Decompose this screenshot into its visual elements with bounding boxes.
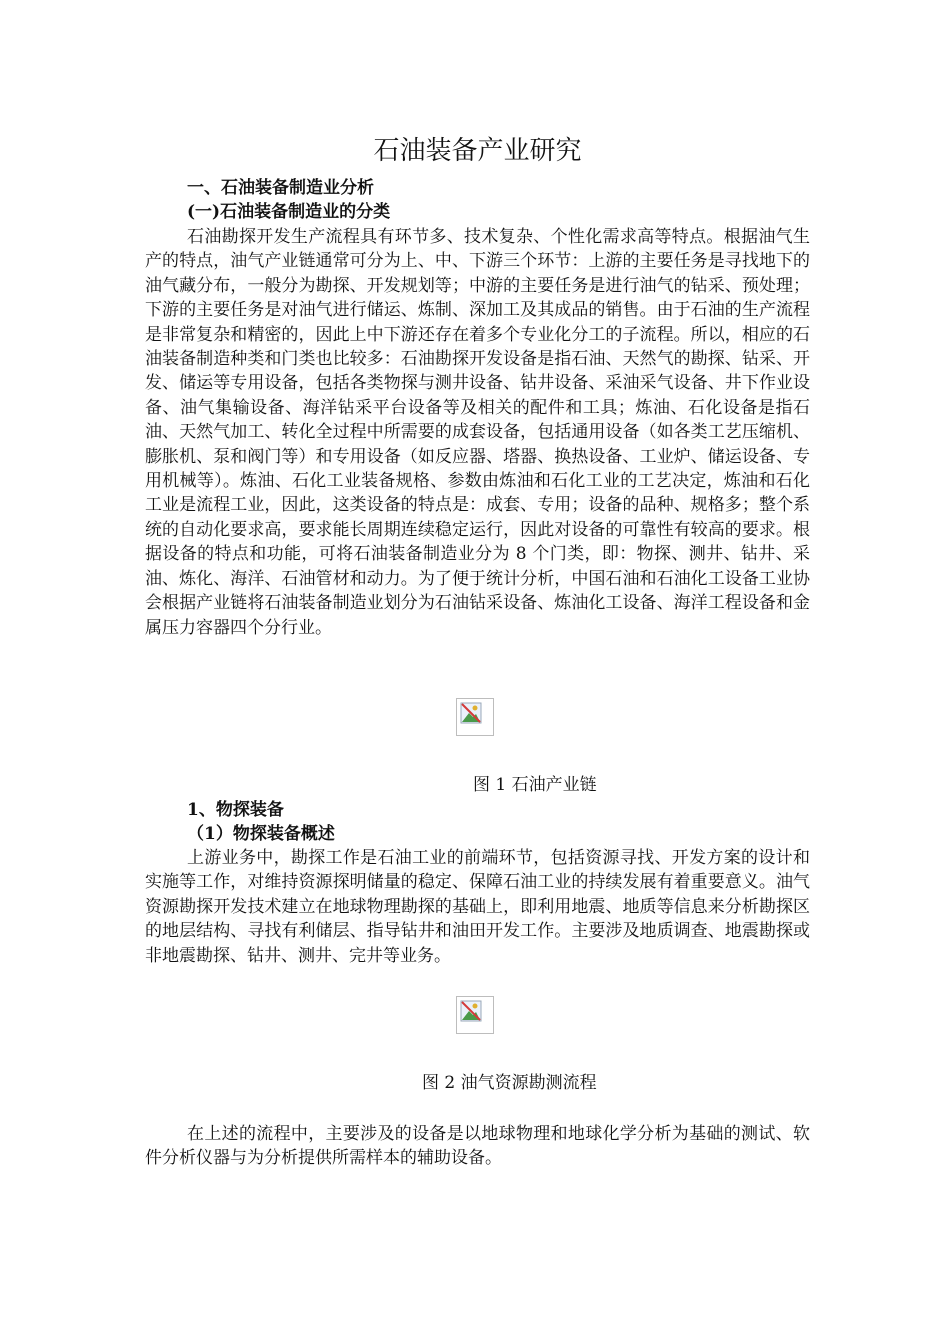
- broken-image-icon: [460, 1000, 482, 1022]
- subsection-heading-classification: (一)石油装备制造业的分类: [187, 202, 391, 222]
- figure-2-caption: 图 2 油气资源勘测流程: [422, 1073, 597, 1093]
- paragraph-classification: 石油勘探开发生产流程具有环节多、技术复杂、个性化需求高等特点。根据油气生产的特点，油气产业链通常可分为上、中、下游三个环节：上游的主要任务是寻找地下的油气藏分布，一般分为勘探、开发规划等；中游的主要任务是进行油气的钻采、预处理；下游的主要任务是对油气进行储运、炼制、深加工及其成品的销售。由于石油的生产流程是非常复杂和精密的，因此上中下游还存在着多个专业化分工的子流程。所以，相应的石油装备制造种类和门类也比较多：石油勘探开发设备是指石油、天然气的勘探、钻采、开发、储运等专用设备，包括各类物探与测井设备、钻井设备、采油采气设备、井下作业设备、油气集输设备、海洋钻采平台设备等及相关的配件和工具；炼油、石化设备是指石油、天然气加工、转化全过程中所需要的成套设备，包括通用设备（如各类工艺压缩机、膨胀机、泵和阀门等）和专用设备（如反应器、塔器、换热设备、工业炉、储运设备、专用机械等）。炼油、石化工业装备规格、参数由炼油和石化工业的工艺决定，炼油和石化工业是流程工业，因此，这类设备的特点是：成套、专用；设备的品种、规格多；整个系统的自动化要求高，要求能长周期连续稳定运行，因此对设备的可靠性有较高的要求。根据设备的特点和功能，可将石油装备制造业分为 8 个门类，即：物探、测井、钻井、采油、炼化、海洋、石油管材和动力。为了便于统计分析，中国石油和石油化工设备工业协会根据产业链将石油装备制造业划分为石油钻采设备、炼油化工设备、海洋工程设备和金属压力容器四个分行业。: [145, 227, 810, 638]
- paragraph-equipment-summary: 在上述的流程中，主要涉及的设备是以地球物理和地球化学分析为基础的测试、软件分析仪器与为分析提供所需样本的辅助设备。: [145, 1124, 810, 1169]
- figure-1-caption: 图 1 石油产业链: [473, 775, 597, 795]
- subsection-heading-overview: （1）物探装备概述: [187, 824, 335, 844]
- section-heading-equipment-manufacturing: 一、石油装备制造业分析: [187, 178, 374, 198]
- broken-image-icon: [460, 702, 482, 724]
- section-heading-geophysical-equipment: 1、物探装备: [187, 800, 284, 820]
- document-title: 石油装备产业研究: [373, 136, 582, 166]
- paragraph-overview: 上游业务中，勘探工作是石油工业的前端环节，包括资源寻找、开发方案的设计和实施等工作，对维持资源探明储量的稳定、保障石油工业的持续发展有着重要意义。油气资源勘探开发技术建立在地球物理勘探的基础上，即利用地震、地质等信息来分析勘探区的地层结构、寻找有利储层、指导钻井和油田开发工作。主要涉及地质调查、地震勘探或非地震勘探、钻井、测井、完井等业务。: [145, 848, 810, 966]
- figure-2-image: [456, 996, 494, 1034]
- figure-1-image: [456, 698, 494, 736]
